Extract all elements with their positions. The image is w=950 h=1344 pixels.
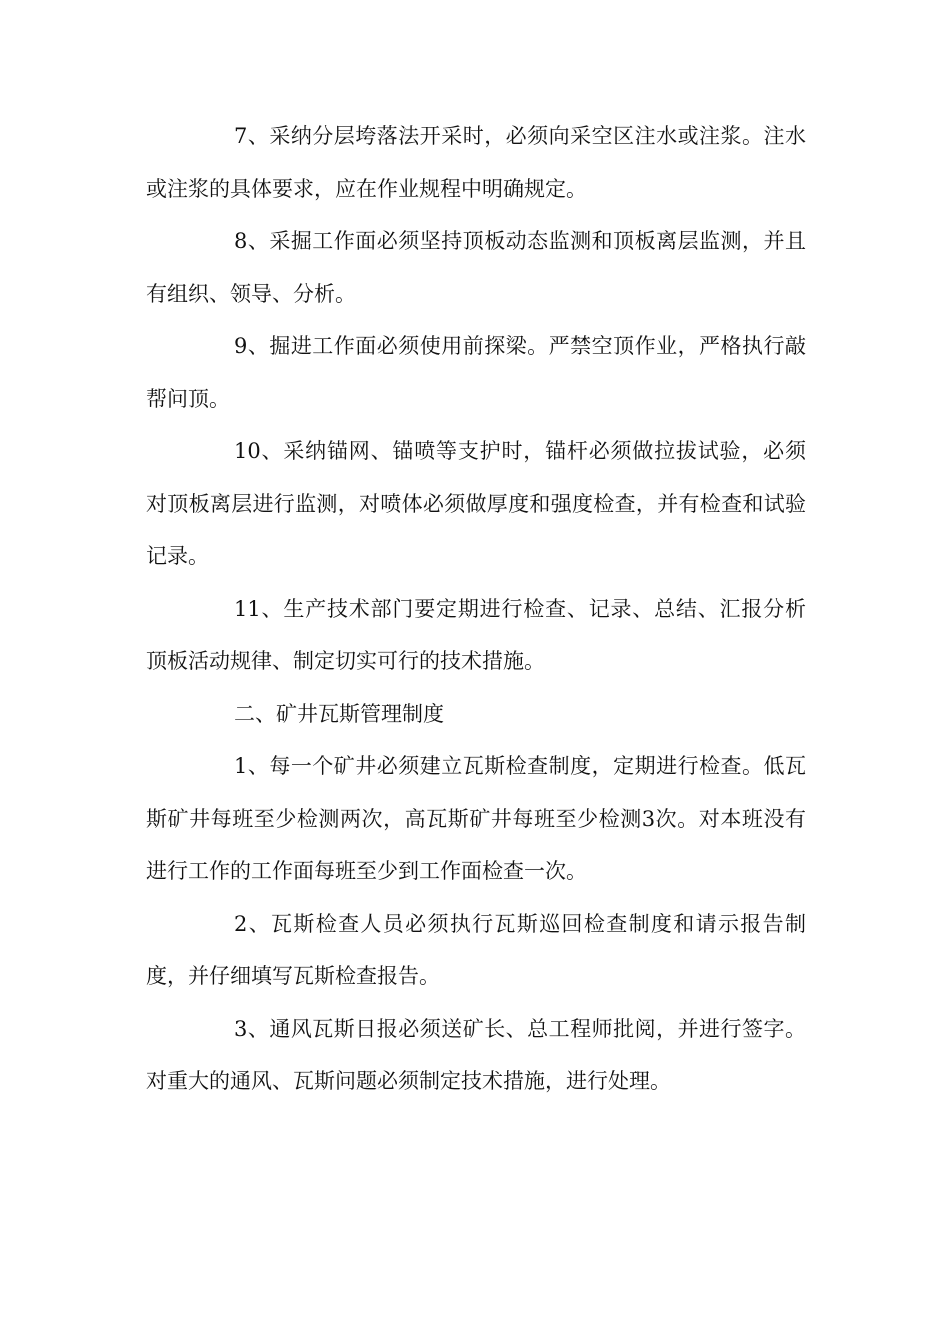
paragraph-item-3: 3、通风瓦斯日报必须送矿长、总工程师批阅，并进行签字。对重大的通风、瓦斯问题必须制定技术措施，进行处理。	[146, 1016, 806, 1093]
paragraph-item-1: 1、每一个矿井必须建立瓦斯检查制度，定期进行检查。低瓦斯矿井每班至少检测两次，高瓦斯矿井每班至少检测3次。对本班没有进行工作的工作面每班至少到工作面检查一次。	[146, 754, 806, 883]
paragraph-item-2: 2、瓦斯检查人员必须执行瓦斯巡回检查制度和请示报告制度，并仔细填写瓦斯检查报告。	[146, 911, 806, 988]
paragraph-item-10: 10、采纳锚网、锚喷等支护时，锚杆必须做拉拔试验，必须对顶板离层进行监测，对喷体必须做厚度和强度检查，并有检查和试验记录。	[146, 439, 806, 568]
paragraph-item-11: 11、生产技术部门要定期进行检查、记录、总结、汇报分析顶板活动规律、制定切实可行的技术措施。	[146, 596, 806, 673]
section-heading-gas-management: 二、矿井瓦斯管理制度	[234, 701, 444, 726]
document-body	[146, 110, 806, 1108]
paragraph-item-7: 7、采纳分层垮落法开采时，必须向采空区注水或注浆。注水或注浆的具体要求，应在作业规程中明确规定。	[146, 124, 806, 201]
paragraph-item-8: 8、采掘工作面必须坚持顶板动态监测和顶板离层监测，并且有组织、领导、分析。	[146, 229, 806, 306]
paragraph-item-9: 9、掘进工作面必须使用前探梁。严禁空顶作业，严格执行敲帮问顶。	[146, 334, 806, 411]
